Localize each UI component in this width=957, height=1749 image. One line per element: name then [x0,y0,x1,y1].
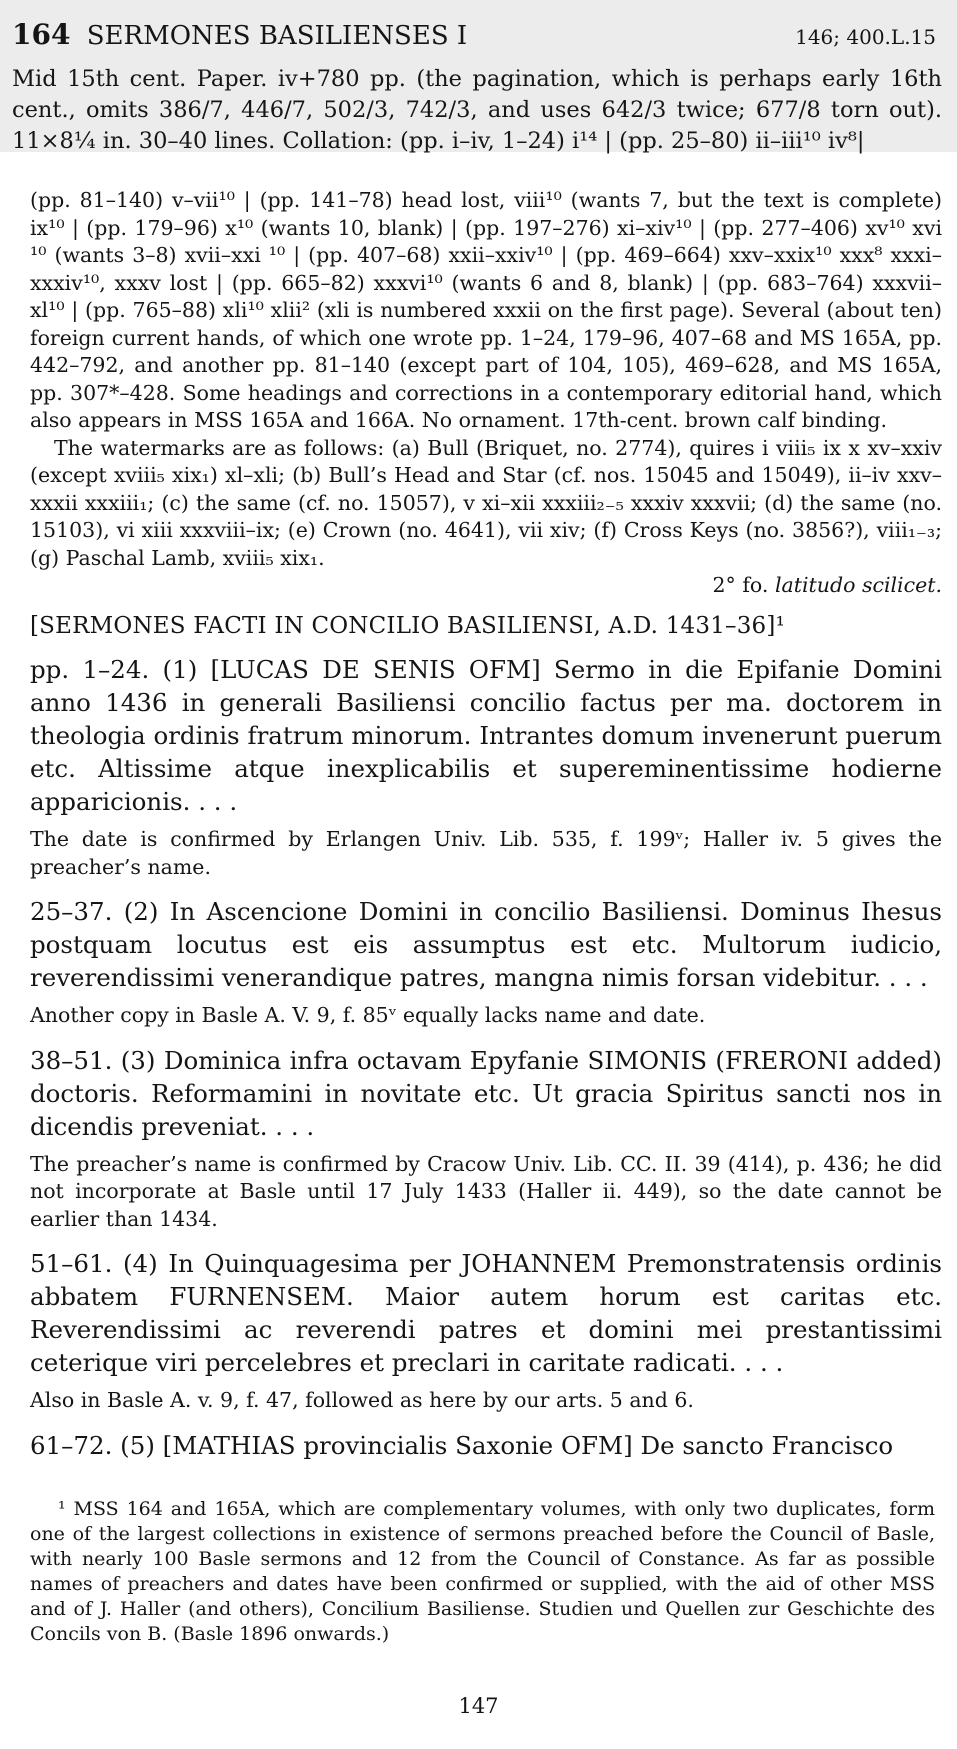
manuscript-number: 164 [12,18,71,51]
entry-note: Also in Basle A. v. 9, f. 47, followed as here by our arts. 5 and 6. [30,1388,694,1412]
shelfmark: 146; 400.L.15 [795,25,936,49]
entry-text: 61–72. (5) [MATHIAS provincialis Saxonie OFM] De sancto Francisco [30,1430,894,1460]
watermarks-block [12,435,942,600]
folio-prefix: 2° fo. [712,573,769,597]
entry-text: pp. 1–24. (1) [LUCAS DE SENIS OFM] Sermo in die Epifanie Domini anno 1436 in generali Basiliensi concilio factus per ma. doctorem in theologia ordinis fratrum minorum. Intrantes domum invenerunt puerum etc. Altissime atque inexplicabilis et supereminentissime hodierne apparicionis. . . . [30,655,942,816]
manuscript-title: SERMONES BASILIENSES I [86,21,468,51]
second-folio [30,572,942,599]
entry-note: Another copy in Basle A. V. 9, f. 85ᵛ equally lacks name and date. [30,1003,706,1027]
folio-words: latitudo scilicet. [774,573,942,597]
entry-note: The date is confirmed by Erlangen Univ. Lib. 535, f. 199ᵛ; Haller iv. 5 gives the preacher’s name. [30,827,942,879]
entry-text: 25–37. (2) In Ascencione Domini in concilio Basiliensi. Dominus Ihesus postquam locutus est eis assumptus est etc. Multorum iudicio, reverendissimi venerandique patres, mangna nimis forsan videbitur. . . . [30,897,942,992]
section-heading: [SERMONES FACTI IN CONCILIO BASILIENSI, A.D. 1431–36]¹ [30,613,785,639]
collation-text: (pp. 81–140) v–vii¹⁰ | (pp. 141–78) head lost, viii¹⁰ (wants 7, but the text is complete) ix¹⁰ | (pp. 179–96) x¹⁰ (wants 10, blank) | (pp. 197–276) xi–xiv¹⁰ | (pp. 277–406) xv¹⁰ xvi ¹⁰ (wants 3–8) xvii–xxi ¹⁰ | (pp. 407–68) xxii–xxiv¹⁰ | (pp. 469–664) xxv–xxix¹⁰ xxx⁸ xxxi–xxxiv¹⁰, xxxv lost | (pp. 665–82) xxxvi¹⁰ (wants 6 and 8, blank) | (pp. 683–764) xxxvii–xl¹⁰ | (pp. 765–88) xli¹⁰ xlii² (xli is numbered xxxii on the first page). Several (about ten) foreign current hands, of which one wrote pp. 1–24, 179–96, 407–68 and MS 165A, pp. 442–792, and another pp. 81–140 (except part of 104, 105), 469–628, and MS 165A, pp. 307*–428. Some headings and corrections in a contemporary editorial hand, which also appears in MSS 165A and 166A. No ornament. 17th-cent. brown calf binding. [30,188,942,432]
entry-note: The preacher’s name is confirmed by Cracow Univ. Lib. CC. II. 39 (414), p. 436; he did not incorporate at Basle until 17 July 1433 (Haller ii. 449), so the date cannot be earlier than 1434. [30,1151,942,1231]
collation-block [12,187,942,435]
entry-text: 51–61. (4) In Quinquagesima per JOHANNEM Premonstratensis ordinis abbatem FURNENSEM. Maior autem horum est caritas etc. Reverendissimi ac reverendi patres et domini mei prestantissimi ceterique viri percelebres et preclari in caritate radicati. . . . [30,1249,942,1377]
footnote [30,1497,935,1647]
sermon-entry-5 [12,1429,942,1462]
header-left [12,18,467,51]
sermon-entry-3 [12,1044,942,1234]
physical-description: Mid 15th cent. Paper. iv+780 pp. (the pagination, which is perhaps early 16th cent., omits 386/7, 446/7, 502/3, 742/3, and uses 642/3 twice; 677/8 torn out). 11×8¼ in. 30–40 lines. Collation: (pp. i–iv, 1–24) i¹⁴ | (pp. 25–80) ii–iii¹⁰ iv⁸| [12,66,942,154]
entry-text: 38–51. (3) Dominica infra octavam Epyfanie SIMONIS (FRERONI added) doctoris. Reformamini in novitate etc. Ut gracia Spiritus sancti nos in dicendis preveniat. . . . [30,1045,942,1141]
watermarks-text: The watermarks are as follows: (a) Bull (Briquet, no. 2774), quires i viii₅ ix x xv–xxiv (except xviii₅ xix₁) xl–xli; (b) Bull’s Head and Star (cf. nos. 15045 and 15049), ii–iv xxv–xxxii xxxiii₁; (c) the same (cf. no. 15057), v xi–xii xxxiii₂₋₅ xxxiv xxxvii; (d) the same (no. 15103), vi xiii xxxviii–ix; (e) Crown (no. 4641), vii xiv; (f) Cross Keys (no. 3856?), viii₁₋₃; (g) Paschal Lamb, xviii₅ xix₁. [30,435,942,570]
sermon-entry-4 [12,1247,942,1415]
footnote-text: ¹ MSS 164 and 165A, which are complementary volumes, with only two duplicates, form one of the largest collections in existence of sermons preached before the Council of Basle, with nearly 100 Basle sermons and 12 from the Council of Constance. As far as possible names of preachers and dates have been confirmed or supplied, with the aid of other MSS and of J. Haller (and others), Concilium Basiliense. Studien und Quellen zur Geschichte des Concils von B. (Basle 1896 onwards.) [30,1498,935,1645]
page-content [12,18,942,1462]
sermon-entry-1 [12,653,942,881]
page-number: 147 [458,1694,499,1718]
sermon-entry-2 [12,895,942,1030]
running-header [12,18,942,60]
